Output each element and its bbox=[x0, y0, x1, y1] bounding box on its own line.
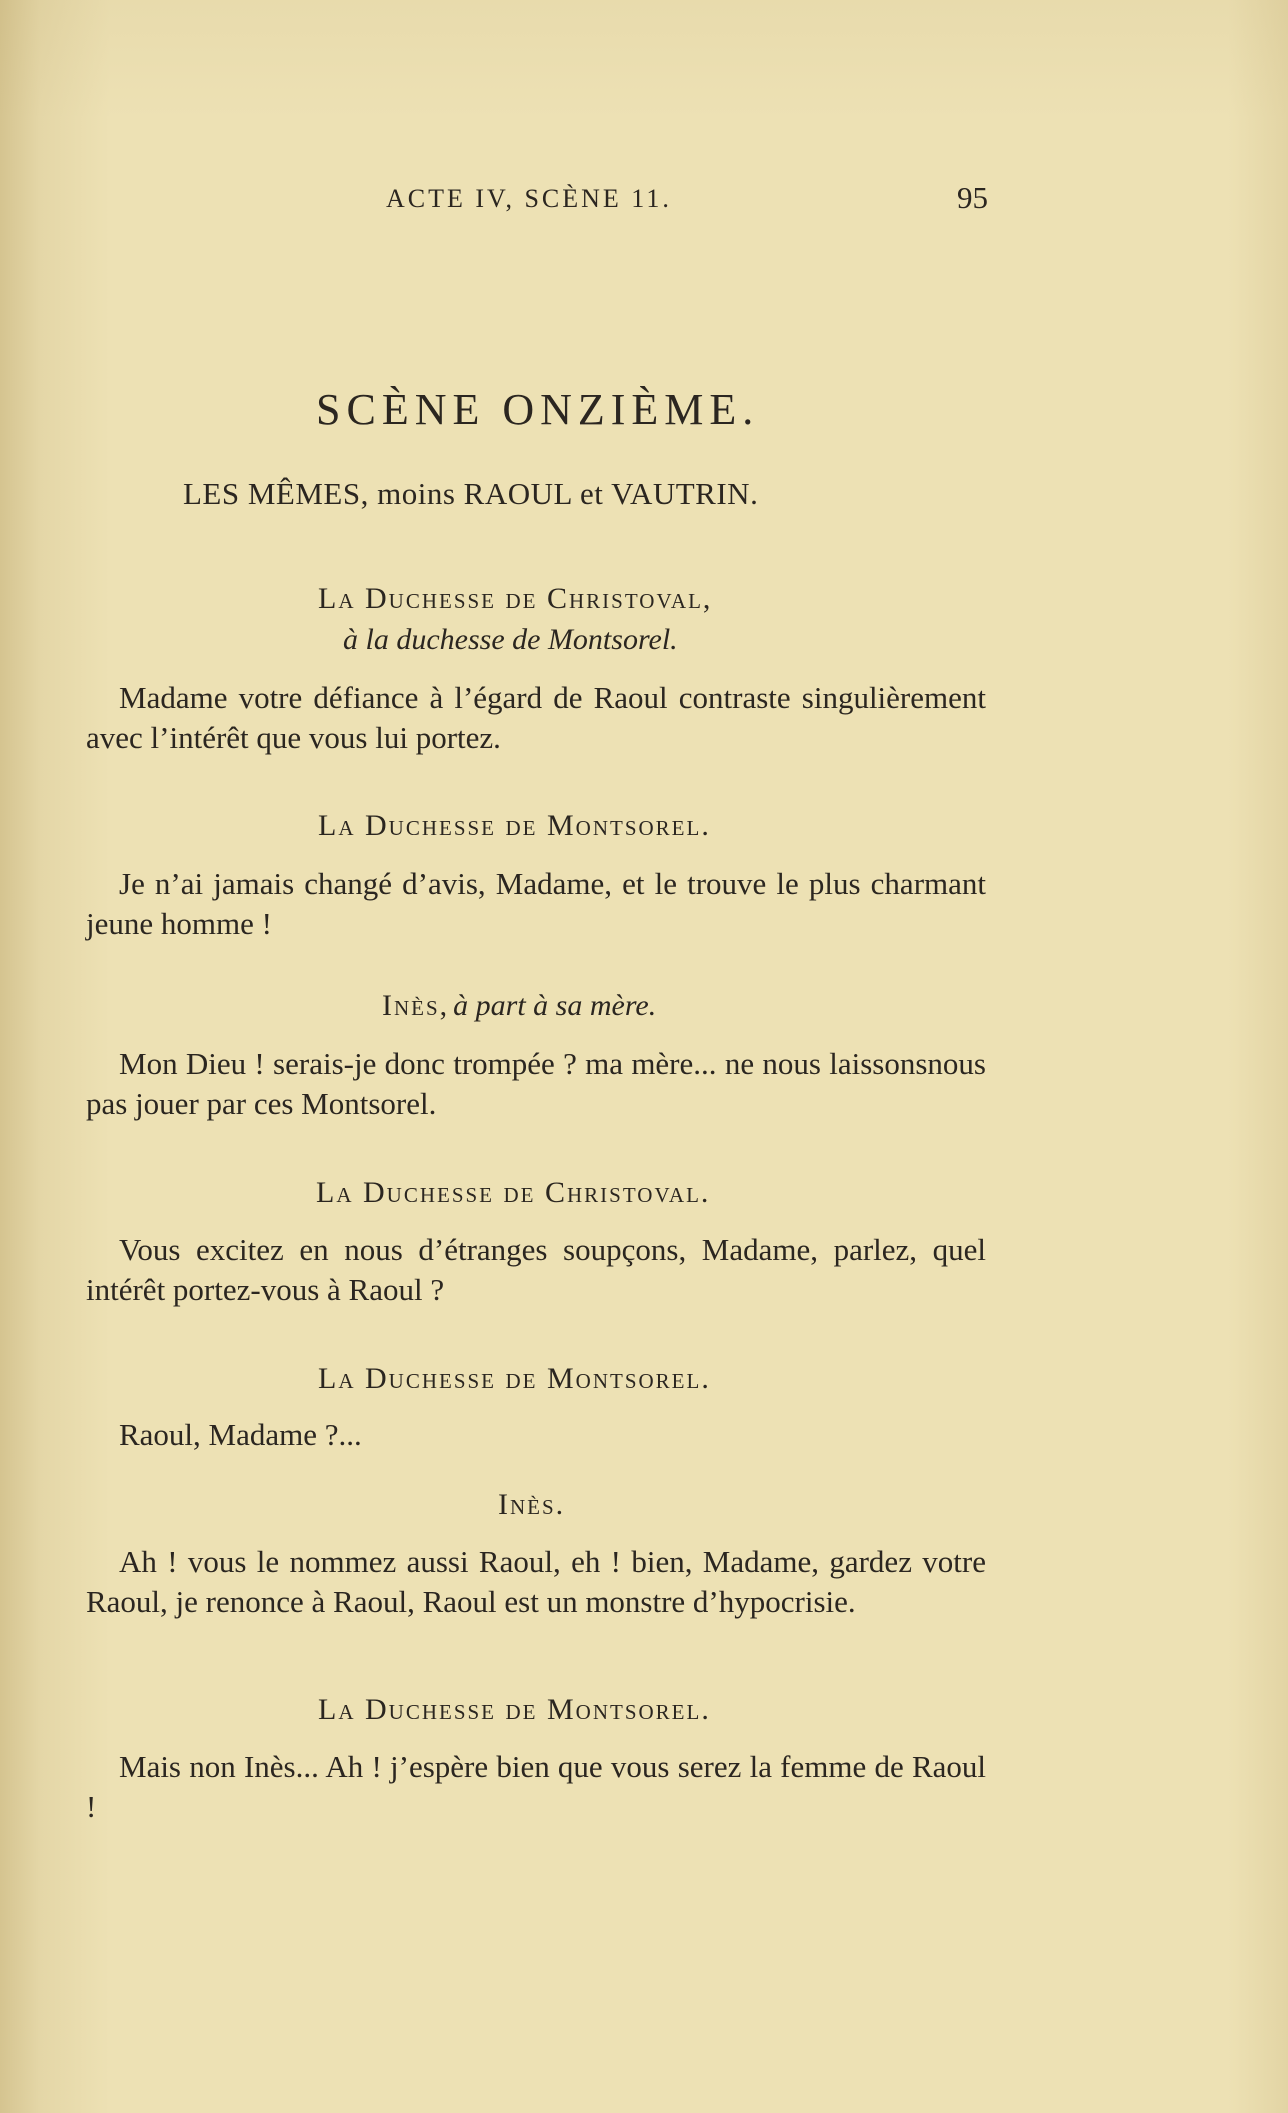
speech-text bbox=[86, 1044, 986, 1124]
speech-paragraph: Mais non Inès... Ah ! j’espère bien que vous serez la femme de Raoul ! bbox=[86, 1749, 986, 1824]
speech-text bbox=[86, 864, 986, 944]
running-head: ACTE IV, SCÈNE 11. bbox=[386, 184, 672, 213]
speech-text bbox=[86, 1415, 986, 1455]
scene-title: SCÈNE ONZIÈME. bbox=[316, 385, 760, 434]
speech-paragraph: Raoul, Madame ?... bbox=[119, 1417, 362, 1452]
speech-paragraph: Madame votre défiance à l’égard de Raoul contraste singulièrement avec l’intérêt que vous lui portez. bbox=[86, 680, 986, 755]
speaker-line bbox=[382, 989, 656, 1023]
speech-paragraph: Je n’ai jamais changé d’avis, Madame, et le trouve le plus charmant jeune homme ! bbox=[86, 866, 986, 941]
speaker-name: Inès. bbox=[498, 1488, 566, 1521]
stage-direction: à la duchesse de Montsorel. bbox=[343, 623, 678, 656]
speech-paragraph: Mon Dieu ! serais-je donc trompée ? ma mère... ne nous laissonsnous pas jouer par ces Montsorel. bbox=[86, 1046, 986, 1121]
stage-direction: à part à sa mère. bbox=[453, 989, 657, 1022]
speaker-name: La Duchesse de Montsorel. bbox=[318, 1362, 711, 1395]
page-number: 95 bbox=[957, 180, 988, 215]
speaker-name: La Duchesse de Montsorel. bbox=[318, 809, 711, 842]
speech-paragraph: Ah ! vous le nommez aussi Raoul, eh ! bien, Madame, gardez votre Raoul, je renonce à Raoul, Raoul est un monstre d’hypocrisie. bbox=[86, 1544, 986, 1619]
speech-paragraph: Vous excitez en nous d’étranges soupçons, Madame, parlez, quel intérêt portez-vous à Raoul ? bbox=[86, 1232, 986, 1307]
speech-text bbox=[86, 1542, 986, 1622]
speech-text bbox=[86, 1747, 986, 1827]
speech-text bbox=[86, 1230, 986, 1310]
speaker-name: La Duchesse de Christoval. bbox=[316, 1176, 711, 1209]
speaker-name: La Duchesse de Montsorel. bbox=[318, 1693, 711, 1726]
speaker-name: Inès, bbox=[382, 989, 450, 1022]
speaker-name: La Duchesse de Christoval, bbox=[318, 582, 713, 615]
cast-line: LES MÊMES, moins RAOUL et VAUTRIN. bbox=[183, 476, 759, 511]
speech-text bbox=[86, 678, 986, 758]
